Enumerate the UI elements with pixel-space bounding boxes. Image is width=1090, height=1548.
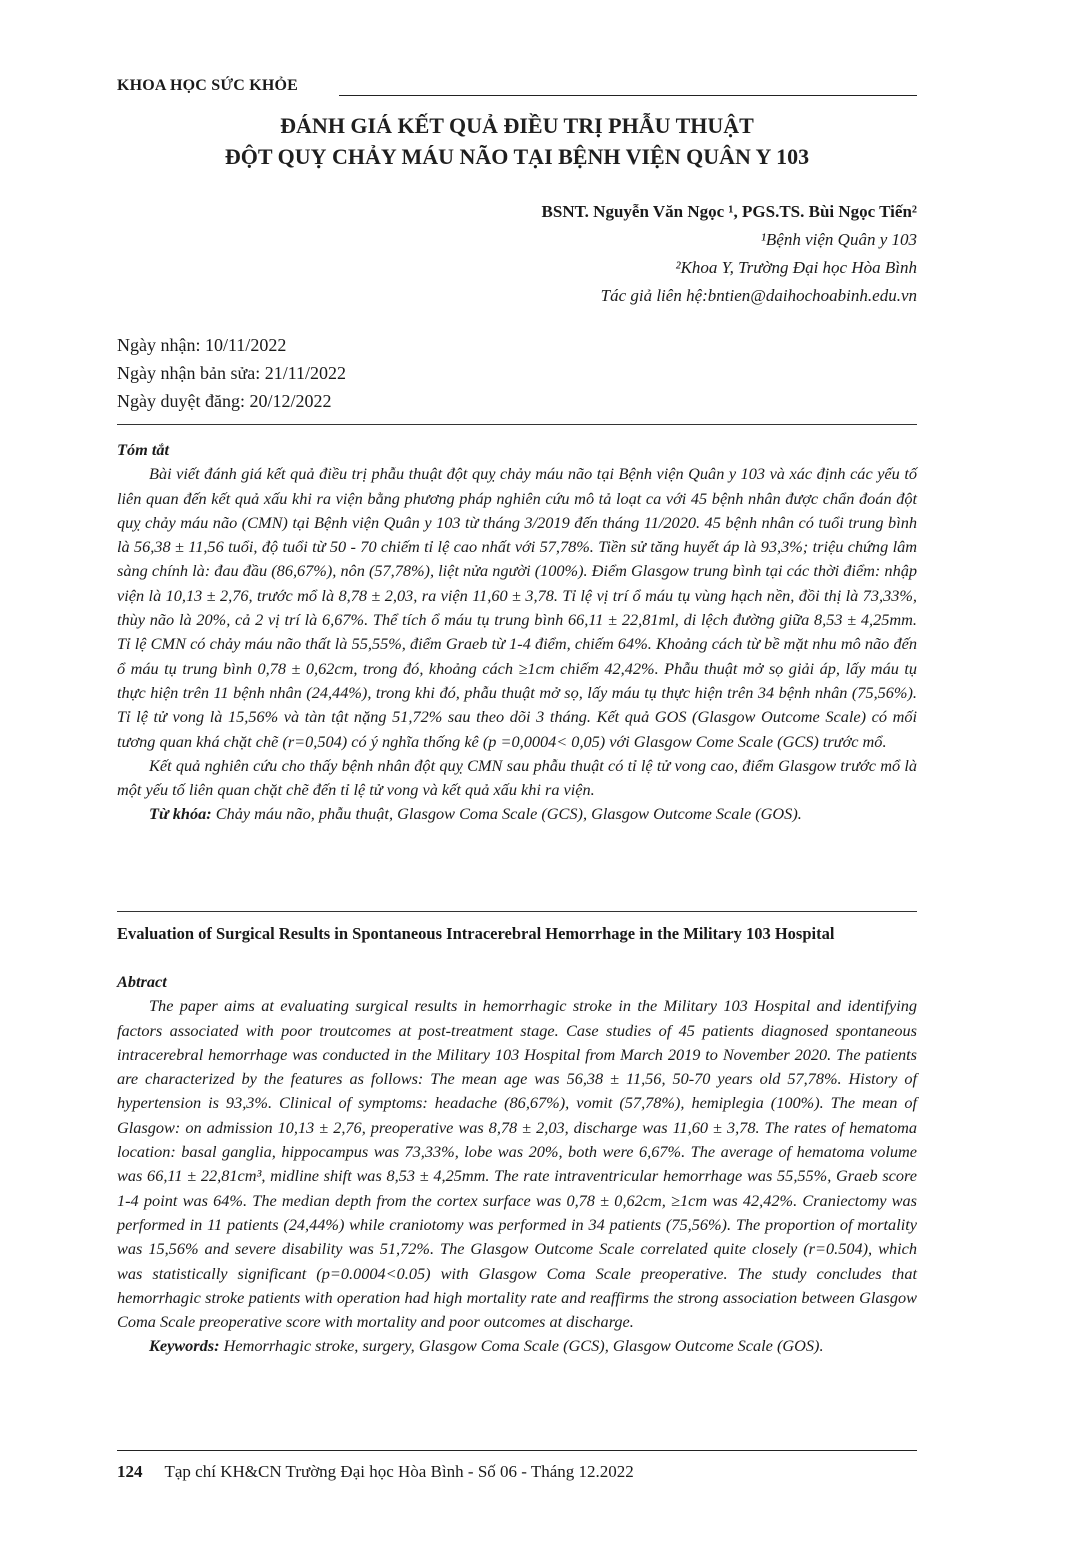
abstract-vi-paragraph-2: Kết quả nghiên cứu cho thấy bệnh nhân đột quỵ CMN sau phẫu thuật có tỉ lệ tử vong cao, điểm Glasgow trước mổ là một yếu tố liên quan chặt chẽ đến tỉ lệ tử vong và kết quả xấu khi ra viện. <box>117 755 917 800</box>
keywords-en <box>117 1334 917 1358</box>
affiliation-1: ¹Bệnh viện Quân y 103 <box>760 230 917 249</box>
divider-rule <box>117 911 917 912</box>
divider-rule <box>117 424 917 425</box>
date-received: Ngày nhận: 10/11/2022 <box>117 335 287 355</box>
date-accepted: Ngày duyệt đăng: 20/12/2022 <box>117 391 332 411</box>
keywords-vi-label: Từ khóa: <box>149 804 212 824</box>
header-rule <box>339 95 917 96</box>
section-label: KHOA HỌC SỨC KHỎE <box>117 77 299 94</box>
abstract-english <box>117 970 917 1359</box>
keywords-vi <box>117 802 917 826</box>
keywords-vi-text: Chảy máu não, phẫu thuật, Glasgow Coma Scale (GCS), Glasgow Outcome Scale (GOS). <box>211 804 802 824</box>
author-names: BSNT. Nguyễn Văn Ngọc ¹, PGS.TS. Bùi Ngọc Tiến² <box>541 202 917 221</box>
title-line-1: ĐÁNH GIÁ KẾT QUẢ ĐIỀU TRỊ PHẪU THUẬT <box>280 113 754 138</box>
journal-info: Tạp chí KH&CN Trường Đại học Hòa Bình - Số 06 - Tháng 12.2022 <box>164 1462 634 1481</box>
article-dates <box>117 331 346 415</box>
article-title <box>117 110 917 172</box>
abstract-vietnamese <box>117 438 917 827</box>
keywords-en-text: Hemorrhagic stroke, surgery, Glasgow Coma Scale (GCS), Glasgow Outcome Scale (GOS). <box>219 1336 824 1356</box>
abstract-en-paragraph: The paper aims at evaluating surgical results in hemorrhagic stroke in the Military 103 Hospital and identifying factors associated with poor troutcomes at post-treatment stage. Case studies of 45 patients diagnosed spontaneous intracerebral hemorrhage was conducted in the Military 103 Hospital from March 2019 to November 2020. The patients are characterized by the features as follows: The mean age was 56,38 ± 11,56, 50-70 years old 57,78%. History of hypertension is 93,3%. Clinical of symptoms: headache (86,67%), vomit (57,78%), hemiplegia (100%). The mean of Glasgow: on admission 10,13 ± 2,76, preoperative was 8,78 ± 2,03, discharge was 11,60 ± 3,78. The rates of hematoma location: basal ganglia, hippocampus was 73,33%, lobe was 20%, both were 6,67%. The average of hematoma volume was 66,11 ± 22,81cm³, midline shift was 8,53 ± 4,25mm. The rate intraventricular hemorrhage was 55,55%, Graeb score 1-4 point was 64%. The median depth from the cortex surface was 0,78 ± 0,62cm, ≥1cm was 42,42%. Craniectomy was performed in 11 patients (24,44%) while craniotomy was performed in 34 patients (75,56%). The proportion of mortality was 15,56% and severe disability was 51,72%. The Glasgow Outcome Scale correlated quite closely (r=0.504), which was statistically significant (p=0.0004<0.05) with Glasgow Coma Scale preoperative. The study concludes that hemorrhagic stroke patients with operation had high mortality rate and reaffirms the strong association between Glasgow Coma Scale preoperative score with mortality and poor outcomes at discharge. <box>117 996 917 1332</box>
abstract-vi-paragraph-1: Bài viết đánh giá kết quả điều trị phẫu thuật đột quỵ chảy máu não tại Bệnh viện Quân y 103 và xác định các yếu tố liên quan đến kết quả xấu khi ra viện bằng phương pháp nghiên cứu mô tả loạt ca với 45 bệnh nhân được chẩn đoán đột quỵ chảy máu não (CMN) tại Bệnh viện Quân y 103 từ tháng 3/2019 đến tháng 11/2020. 45 bệnh nhân có tuổi trung bình là 56,38 ± 11,56 tuổi, độ tuổi từ 50 - 70 chiếm tỉ lệ cao nhất với 57,78%. Tiền sử tăng huyết áp là 93,3%; triệu chứng lâm sàng chính là: đau đầu (86,67%), nôn (57,78%), liệt nửa người (100%). Điểm Glasgow trung bình tại các thời điểm: nhập viện là 10,13 ± 2,76, trước mổ là 8,78 ± 2,03, ra viện 11,60 ± 3,78. Tỉ lệ vị trí ổ máu tụ vùng hạch nền, đồi thị là 73,33%, thùy não là 20%, cả 2 vị trí là 6,67%. Thể tích ổ máu tụ trung bình 66,11 ± 22,81ml, di lệch đường giữa 8,53 ± 4,25mm. Tỉ lệ CMN có chảy máu não thất là 55,55%, điểm Graeb từ 1-4 điểm, chiếm 64%. Khoảng cách từ bề mặt nhu mô não đến ổ máu tụ trung bình 0,78 ± 0,62cm, trong đó, khoảng cách ≥1cm chiếm 42,42%. Phẫu thuật mở sọ giải áp, lấy máu tụ thực hiện trên 11 bệnh nhân (24,44%), trong khi đó, phẫu thuật mở sọ, lấy máu tụ thực hiện trên 34 bệnh nhân (75,56%). Tỉ lệ tử vong là 15,56% và tàn tật nặng 51,72% sau theo dõi 3 tháng. Kết quả GOS (Glasgow Outcome Scale) có mối tương quan khá chặt chẽ (r=0,504) có ý nghĩa thống kê (p =0,0004< 0,05) với Glasgow Come Scale (GCS) trước mổ. <box>117 464 917 751</box>
page-footer <box>117 1462 634 1482</box>
affiliation-2: ²Khoa Y, Trường Đại học Hòa Bình <box>675 258 917 277</box>
corresponding-contact: Tác giả liên hệ:bntien@daihochoabinh.edu.vn <box>600 286 917 305</box>
author-block <box>542 198 917 310</box>
keywords-en-label: Keywords: <box>149 1336 220 1356</box>
abstract-vi-heading: Tóm tắt <box>117 440 170 459</box>
footer-rule <box>117 1450 917 1451</box>
abstract-en-heading: Abtract <box>117 972 167 991</box>
english-title: Evaluation of Surgical Results in Spontaneous Intracerebral Hemorrhage in the Military 103 Hospital <box>117 924 835 943</box>
title-line-2: ĐỘT QUỴ CHẢY MÁU NÃO TẠI BỆNH VIỆN QUÂN Y 103 <box>224 144 810 169</box>
page-number: 124 <box>117 1462 143 1481</box>
date-revised: Ngày nhận bản sửa: 21/11/2022 <box>117 363 347 383</box>
